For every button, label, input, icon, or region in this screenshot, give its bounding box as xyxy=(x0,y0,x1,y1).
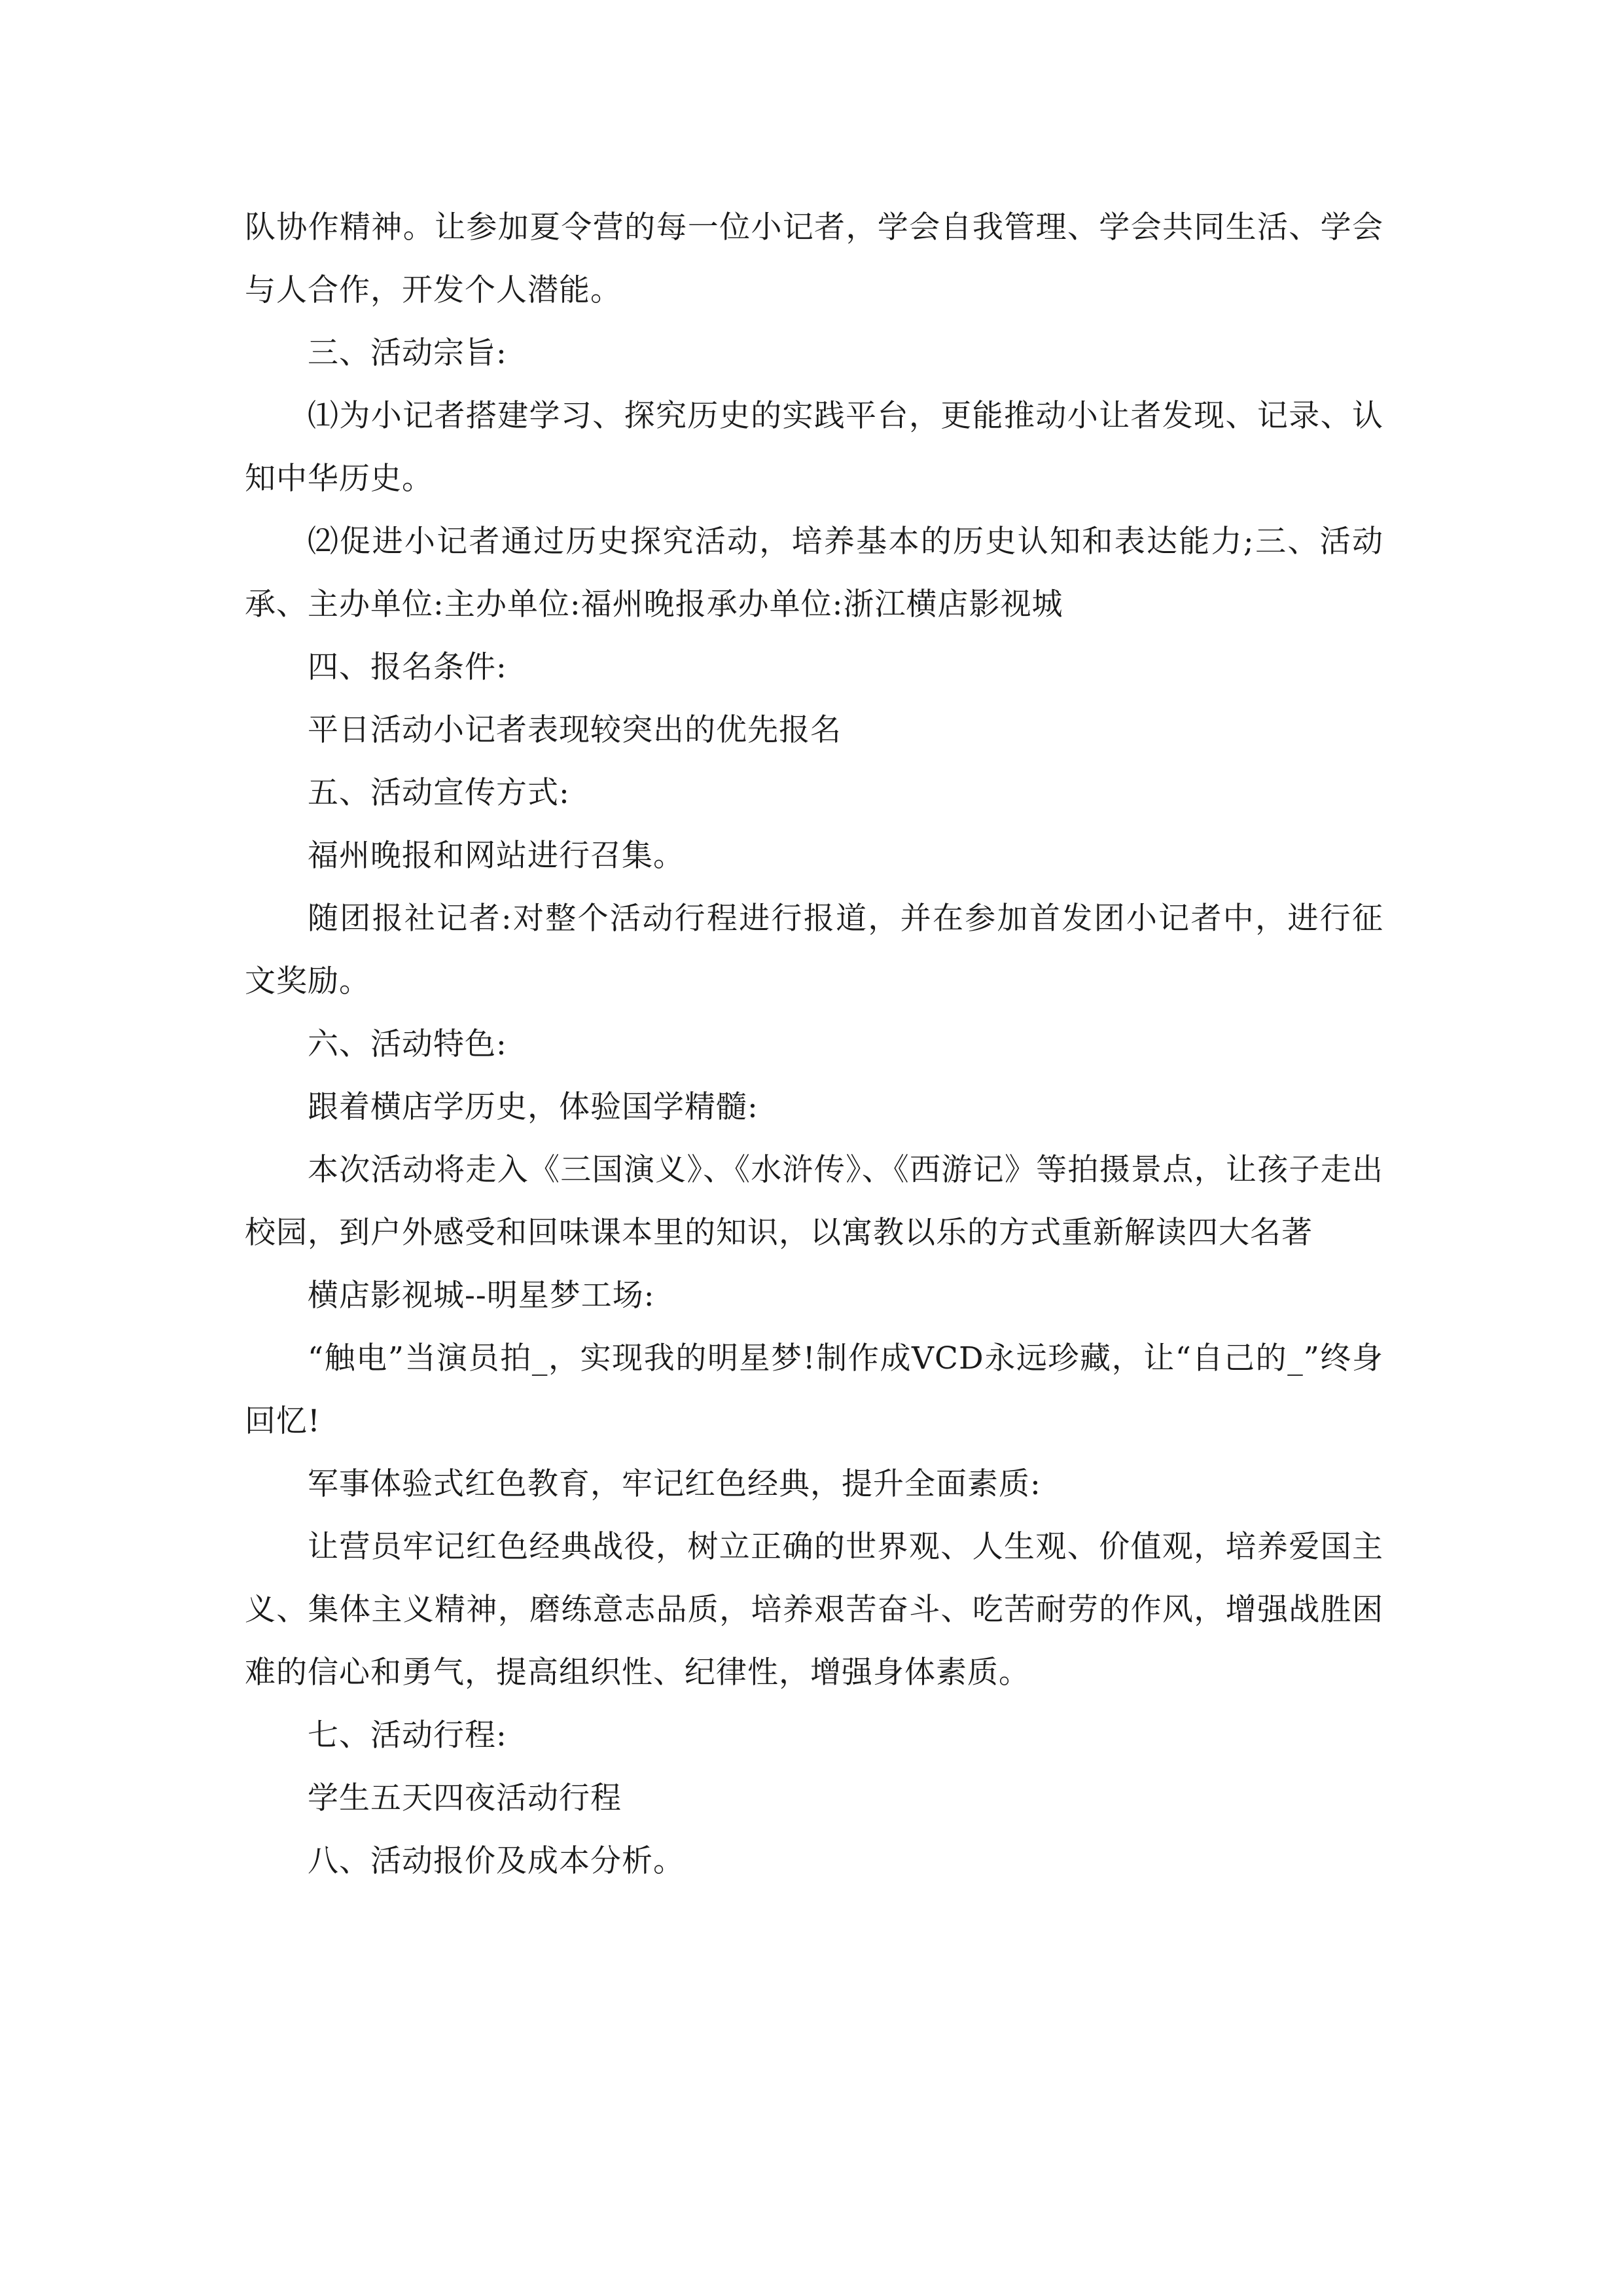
paragraph-reporter: 随团报社记者:对整个活动行程进行报道，并在参加首发团小记者中，进行征文奖励。 xyxy=(245,901,1383,999)
heading-section-5: 五、活动宣传方式: xyxy=(308,775,570,811)
paragraph-itinerary: 学生五天四夜活动行程 xyxy=(308,1780,622,1816)
subheading-military: 军事体验式红色教育，牢记红色经典，提升全面素质: xyxy=(308,1466,1041,1502)
paragraph-military: 让营员牢记红色经典战役，树立正确的世界观、人生观、价值观，培养爱国主义、集体主义精神，磨练意志品质，培养艰苦奋斗、吃苦耐劳的作风，增强战胜困难的信心和勇气，提高组织性、纪律性，增强身体素质。 xyxy=(245,1529,1383,1691)
document-body xyxy=(245,196,1383,1893)
paragraph-aim-1: ⑴为小记者搭建学习、探究历史的实践平台，更能推动小让者发现、记录、认知中华历史。 xyxy=(245,398,1383,497)
paragraph-continuation: 队协作精神。让参加夏令营的每一位小记者，学会自我管理、学会共同生活、学会与人合作，开发个人潜能。 xyxy=(245,209,1383,308)
subheading-history: 跟着横店学历史，体验国学精髓: xyxy=(308,1089,758,1125)
heading-section-8: 八、活动报价及成本分析。 xyxy=(308,1843,685,1879)
paragraph-promotion: 福州晚报和网站进行召集。 xyxy=(308,838,685,874)
paragraph-aim-2: ⑵促进小记者通过历史探究活动，培养基本的历史认知和表达能力;三、活动承、主办单位:主办单位:福州晚报承办单位:浙江横店影视城 xyxy=(245,524,1383,622)
paragraph-star-dream: “触电”当演员拍_，实现我的明星梦!制作成VCD永远珍藏，让“自己的_”终身回忆! xyxy=(245,1340,1383,1439)
heading-section-4: 四、报名条件: xyxy=(308,649,507,685)
heading-section-7: 七、活动行程: xyxy=(308,1717,507,1753)
subheading-star-dream: 横店影视城--明星梦工场: xyxy=(308,1278,655,1314)
paragraph-registration: 平日活动小记者表现较突出的优先报名 xyxy=(308,712,842,748)
heading-section-6: 六、活动特色: xyxy=(308,1026,507,1062)
paragraph-history: 本次活动将走入《三国演义》、《水浒传》、《西游记》等拍摄景点，让孩子走出校园，到户外感受和回味课本里的知识，以寓教以乐的方式重新解读四大名著 xyxy=(245,1152,1383,1251)
heading-section-3: 三、活动宗旨: xyxy=(308,335,507,371)
